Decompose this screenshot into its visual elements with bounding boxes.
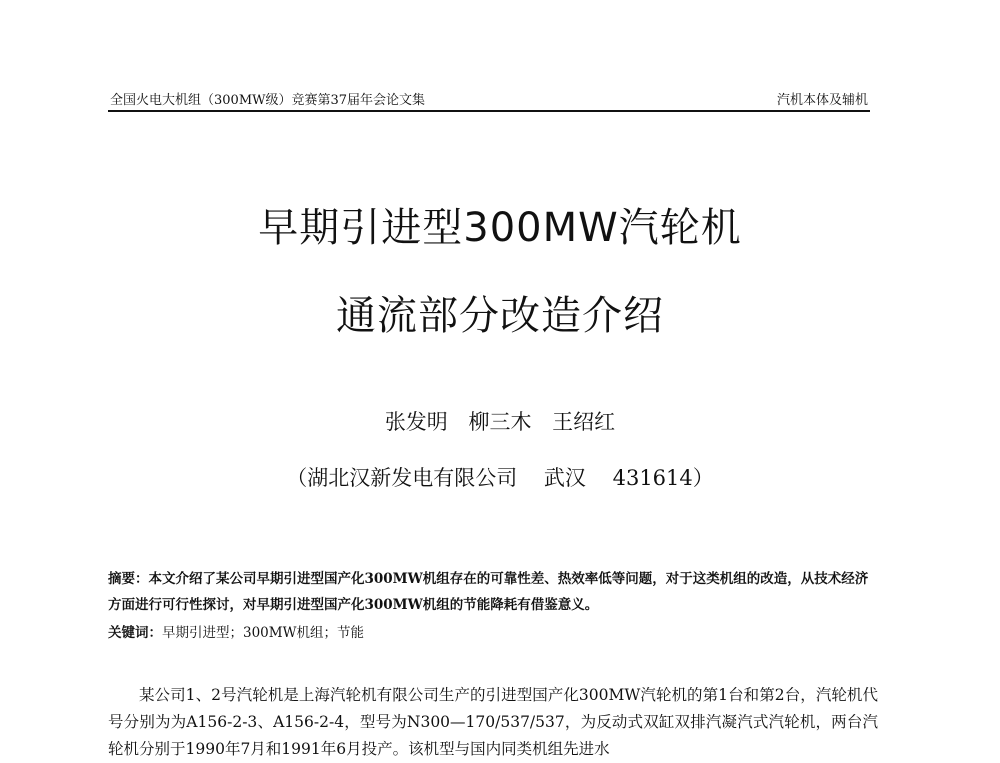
keywords-label: 关键词： [108, 625, 162, 641]
keywords [108, 620, 878, 646]
body-paragraph: 某公司1、2号汽轮机是上海汽轮机有限公司生产的引进型国产化300MW汽轮机的第1台和第2台，汽轮机代号分别为为A156-2-3、A156-2-4，型号为N300—170/537/537，为反动式双缸双排汽凝汽式汽轮机，两台汽轮机分别于1990年7月和1991年6月投产。该机型与国内同类机组先进水 [108, 686, 878, 758]
author-list: 张发明 柳三木 王绍红 [384, 410, 616, 434]
section-name: 汽机本体及辅机 [776, 93, 868, 108]
abstract [108, 566, 878, 618]
keywords-text: 早期引进型；300MW机组；节能 [162, 625, 364, 641]
affiliation-postcode: 431614） [612, 466, 714, 490]
abstract-text: 本文介绍了某公司早期引进型国产化300MW机组存在的可靠性差、热效率低等问题，对于这类机组的改造，从技术经济方面进行可行性探讨，对早期引进型国产化300MW机组的节能降耗有借鉴意义。 [108, 571, 869, 613]
proceedings-title: 全国火电大机组（300MW级）竞赛第37届年会论文集 [110, 93, 426, 108]
affiliation-org: （湖北汉新发电有限公司 [286, 466, 518, 490]
paper-title-line-2: 通流部分改造介绍 [336, 293, 664, 339]
running-header [108, 88, 870, 112]
affiliation [0, 462, 1000, 492]
abstract-label: 摘要： [108, 571, 149, 587]
paper-title-line-1: 早期引进型300MW汽轮机 [258, 205, 742, 251]
affiliation-city: 武汉 [543, 466, 586, 490]
